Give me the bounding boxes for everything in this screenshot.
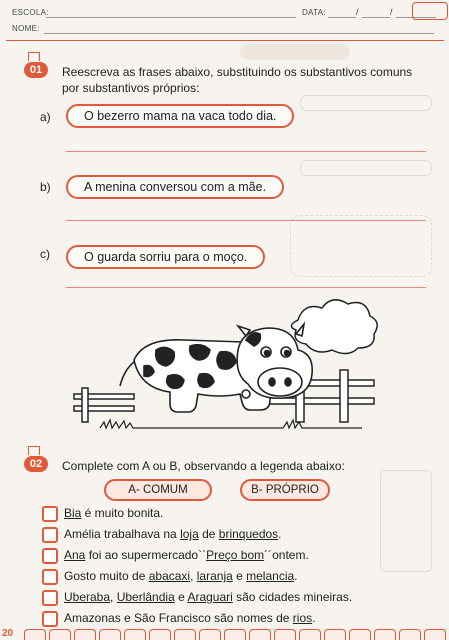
answer-line[interactable] [66, 151, 426, 152]
school-field[interactable] [46, 17, 296, 18]
statement [64, 506, 163, 520]
bottom-tab [149, 629, 171, 640]
answer-checkbox[interactable] [42, 569, 58, 585]
statement [64, 548, 309, 562]
bottom-tab [399, 629, 421, 640]
bottom-tab [374, 629, 396, 640]
underlined-word: loja [180, 527, 199, 541]
underlined-word: Uberlândia [116, 590, 175, 604]
statement-text: Amélia trabalhava na [64, 527, 181, 541]
statement-text: e [174, 590, 188, 604]
cow [120, 324, 312, 412]
statement-text: Amazonas e São Francisco são nomes de [64, 611, 293, 625]
underlined-word: brinquedos [218, 527, 279, 541]
bottom-tab [99, 629, 121, 640]
page-number: 20 [2, 628, 14, 639]
statement-text: Gosto muito de [64, 569, 149, 583]
name-label: NOME: [12, 24, 40, 33]
statement-text: . [312, 611, 316, 625]
underlined-word: Uberaba [64, 590, 111, 604]
statement-text: foi ao supermercado`` [85, 548, 207, 562]
question-prompt [62, 64, 442, 96]
underlined-word: Bia [64, 506, 82, 520]
legend-b: B- PRÓPRIO [240, 479, 330, 501]
question-prompt: Complete com A ou B, observando a legenda abaixo: [62, 459, 345, 473]
legend-a: A- COMUM [104, 479, 212, 501]
item-letter: b) [40, 180, 51, 194]
sentence-pill: O guarda sorriu para o moço. [66, 245, 265, 269]
item-letter: c) [40, 247, 50, 261]
statement-text: . [294, 569, 298, 583]
sentence-pill: O bezerro mama na vaca todo dia. [66, 104, 294, 128]
bottom-tab [324, 629, 346, 640]
underlined-word: laranja [196, 569, 233, 583]
statement-text: , [110, 590, 117, 604]
statement [64, 590, 352, 604]
statement [64, 569, 298, 583]
answer-checkbox[interactable] [42, 527, 58, 543]
cow-illustration [60, 290, 380, 450]
bottom-tab [199, 629, 221, 640]
date-separator: / [390, 7, 393, 17]
faint-shape [300, 160, 432, 176]
underlined-word: rios [292, 611, 313, 625]
bottom-tab [49, 629, 71, 640]
statement-text: . [278, 527, 282, 541]
question-number: 02 [24, 456, 48, 472]
item-letter: a) [40, 110, 51, 124]
grass [100, 420, 362, 428]
house-icon [28, 52, 40, 61]
bottom-tab [349, 629, 371, 640]
answer-checkbox[interactable] [42, 506, 58, 522]
date-month-field[interactable] [362, 17, 390, 18]
underlined-word: Preço bom [206, 548, 265, 562]
underlined-word: abacaxi [148, 569, 191, 583]
statement-text: e [232, 569, 247, 583]
prompt-line: Reescreva as frases abaixo, substituindo os substantivos comuns [62, 65, 413, 79]
bottom-tab [174, 629, 196, 640]
answer-checkbox[interactable] [42, 548, 58, 564]
bottom-tab [24, 629, 46, 640]
question-number: 01 [24, 62, 48, 78]
date-day-field[interactable] [328, 17, 356, 18]
prompt-line: por substantivos próprios: [62, 81, 200, 95]
bottom-tab [249, 629, 271, 640]
answer-checkbox[interactable] [42, 611, 58, 627]
statement-text: ´´ontem. [264, 548, 309, 562]
faint-shape [380, 470, 432, 572]
header-divider [6, 40, 444, 41]
statement-text: são cidades mineiras. [232, 590, 353, 604]
underlined-word: Araguari [187, 590, 233, 604]
answer-line[interactable] [66, 220, 426, 221]
bottom-tab [124, 629, 146, 640]
bottom-tab [224, 629, 246, 640]
underlined-word: Ana [64, 548, 86, 562]
underlined-word: melancia [246, 569, 295, 583]
house-icon [28, 446, 40, 455]
answer-line[interactable] [66, 287, 426, 288]
faint-shape [300, 95, 432, 111]
name-field[interactable] [44, 33, 434, 34]
faint-shape [290, 215, 432, 277]
school-label: ESCOLA: [12, 8, 49, 17]
bottom-tab [299, 629, 321, 640]
date-label: DATA: [302, 8, 326, 17]
statement-text: , [190, 569, 197, 583]
bottom-tab [74, 629, 96, 640]
bottom-tab [274, 629, 296, 640]
date-separator: / [356, 7, 359, 17]
answer-checkbox[interactable] [42, 590, 58, 606]
sentence-pill: A menina conversou com a mãe. [66, 175, 284, 199]
statement-text: de [198, 527, 219, 541]
faint-title-shape [240, 44, 350, 60]
statement-text: é muito bonita. [81, 506, 164, 520]
statement [64, 527, 282, 541]
corner-tab [412, 2, 448, 20]
bottom-tab [424, 629, 446, 640]
statement [64, 611, 315, 625]
